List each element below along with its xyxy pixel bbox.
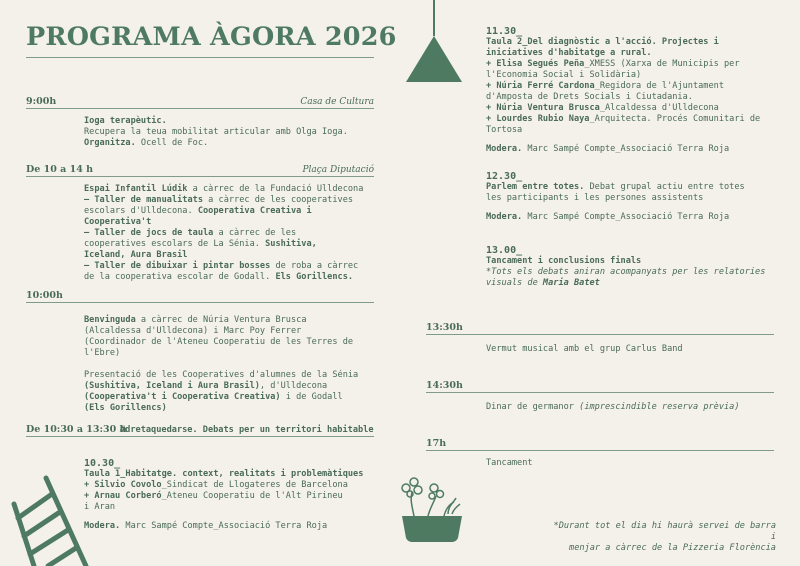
rule	[426, 450, 774, 451]
debate-tag: #dretaquedarse. Debats per un territori habitable	[120, 425, 374, 435]
lamp-icon	[400, 0, 466, 86]
dinar-text: Dinar de germanor (imprescindible reserva prèvia)	[486, 402, 740, 412]
place-casa-cultura: Casa de Cultura	[300, 97, 374, 107]
time-1330: 13:30h	[426, 322, 463, 333]
page-title: PROGRAMA ÀGORA 2026	[26, 22, 397, 52]
rule	[26, 108, 374, 109]
session-ioga: Ioga terapèutic. Recupera la teua mobilitat articular amb Olga Ioga. Organitza. Ocell de Foc.	[84, 116, 348, 148]
session-espai-infantil: Espai Infantil Lúdik a càrrec de la Fundació Ulldecona – Taller de manualitats a càrrec de les cooperatives escolars d'Ulldecona. Cooperativa Creativa i Cooperativa't – Taller de jocs de taula a càrrec de les cooperatives escolars de La Sénia. Sushitiva, Iceland, Aura Brasil – Taller de dibuixar i pintar bosses de roba a càrrec de la cooperativa escolar de Godall. Els Gorillencs.	[84, 184, 364, 282]
session-tancament-conclusions: 13.00_ Tancament i conclusions finals *Tots els debats aniran acompanyats per les relatories visuals de Maria Batet	[486, 245, 766, 288]
rule	[26, 302, 374, 303]
time-10-14: De 10 a 14 h	[26, 164, 94, 175]
time-1030-1330: De 10:30 a 13:30 h	[26, 424, 127, 435]
time-17h: 17h	[426, 438, 447, 449]
rule	[26, 176, 374, 177]
session-benvinguda: Benvinguda a càrrec de Núria Ventura Brusca (Alcaldessa d'Ulldecona) i Marc Poy Ferrer (Coordinador de l'Ateneu Cooperatiu de les Terres de l'Ebre) Presentació de les Cooperatives d'alumnes de la Sénia (Sushitiva, Iceland i Aura Brasil), d'Ulldecona (Cooperativa't i Cooperativa Creativa) i de Godall (Els Gorillencs)	[84, 315, 359, 413]
title-rule	[26, 57, 374, 58]
flower-pot-icon	[392, 472, 472, 544]
rule	[426, 334, 774, 335]
rule	[26, 436, 374, 437]
session-parlem: 12.30_ Parlem entre totes. Debat grupal actiu entre totes les participants i les persones assistents Modera. Marc Sampé Compte_Associació Terra Roja	[486, 171, 745, 222]
rule	[426, 392, 774, 393]
vermut-text: Vermut musical amb el grup Carlus Band	[486, 344, 683, 354]
footer-note: *Durant tot el dia hi haurà servei de barra i menjar a càrrec de la Pizzeria Florència	[553, 521, 776, 553]
time-1430: 14:30h	[426, 380, 463, 391]
time-9h: 9:00h	[26, 96, 57, 107]
session-taula-1: 10.30_ Taula 1_Habitatge. context, realitats i problemàtiques + Silvio Covolo_Sindicat de Llogateres de Barcelona + Arnau Corberó_Ateneu Cooperatiu de l'Alt Pirineu i Aran Modera. Marc Sampé Compte_Associació Terra Roja	[84, 458, 364, 531]
tancament-text: Tancament	[486, 458, 533, 468]
place-placa-diputacio: Plaça Diputació	[302, 165, 374, 175]
time-10h: 10:00h	[26, 290, 63, 301]
session-taula-2: 11.30_ Taula 2_Del diagnòstic a l'acció. Projectes i iniciatives d'habitatge a rural. + Elisa Segués Peña_XMESS (Xarxa de Municipis per l'Economia Social i Solidària) + Núria Ferré Cardona_Regidora de l'Ajuntament d'Amposta de Drets Socials i Ciutadania. + Núria Ventura Brusca_Alcaldessa d'Ulldecona + Lourdes Rubio Naya_Arquitecta. Procés Comunitari de Tortosa Modera. Marc Sampé Compte_Associació Terra Roja	[486, 26, 761, 154]
ladder-icon	[8, 470, 98, 566]
